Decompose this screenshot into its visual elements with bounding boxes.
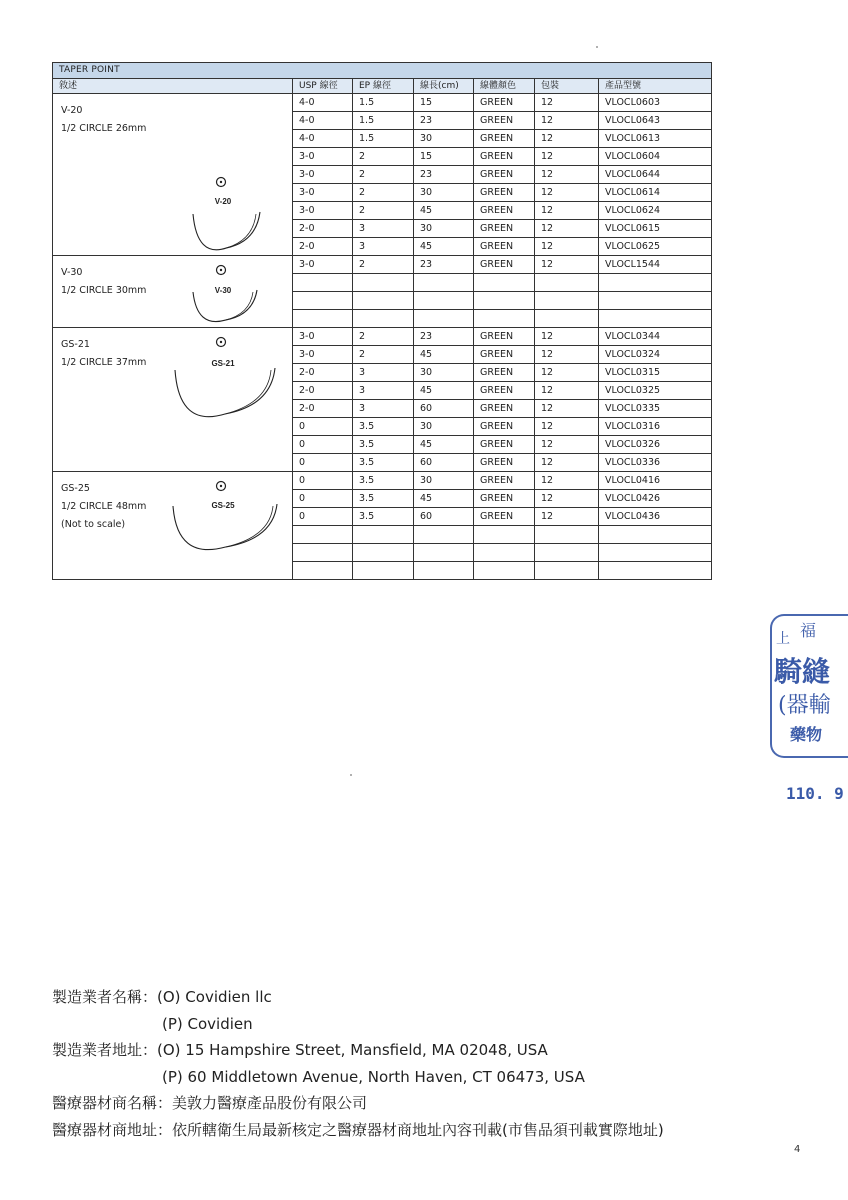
empty-cell	[474, 544, 535, 562]
table-row	[53, 256, 712, 274]
needle-name: V-30	[61, 267, 83, 278]
table-cell: VLOCL1544	[599, 256, 712, 274]
table-cell: 2-0	[293, 382, 353, 400]
empty-cell	[474, 562, 535, 580]
table-cell: 12	[535, 130, 599, 148]
table-cell: GREEN	[474, 328, 535, 346]
needle-name: GS-21	[61, 339, 90, 350]
manufacturer-address-p: (P) 60 Middletown Avenue, North Haven, CT 06473, USA	[162, 1067, 585, 1086]
manufacturer-name-o: (O) Covidien llc	[157, 988, 272, 1006]
manufacturer-name-row	[52, 984, 812, 1011]
page-number: 4	[794, 1144, 801, 1155]
table-cell: 2	[353, 256, 414, 274]
needle-cross-section-dot	[220, 485, 222, 487]
table-cell: 12	[535, 382, 599, 400]
table-title-row	[53, 63, 712, 79]
empty-cell	[353, 274, 414, 292]
table-cell: 45	[414, 202, 474, 220]
column-header: 包裝	[535, 79, 599, 94]
table-cell: 45	[414, 238, 474, 256]
table-cell: 3-0	[293, 328, 353, 346]
table-cell: 3.5	[353, 436, 414, 454]
empty-cell	[474, 310, 535, 328]
table-cell: 45	[414, 346, 474, 364]
table-cell: VLOCL0613	[599, 130, 712, 148]
needle-icon	[53, 94, 293, 256]
column-header: 敘述	[53, 79, 293, 94]
empty-cell	[414, 310, 474, 328]
needle-description-cell	[53, 328, 293, 472]
table-cell: GREEN	[474, 436, 535, 454]
table-row	[53, 328, 712, 346]
needle-icon	[53, 472, 293, 580]
table-cell: VLOCL0324	[599, 346, 712, 364]
table-cell: 2	[353, 202, 414, 220]
needle-description: 1/2 CIRCLE 26mm	[61, 123, 147, 134]
needle-description-cell	[53, 472, 293, 580]
table-cell: GREEN	[474, 382, 535, 400]
empty-cell	[474, 526, 535, 544]
table-cell: 3	[353, 238, 414, 256]
table-cell: VLOCL0436	[599, 508, 712, 526]
table-cell: 2	[353, 328, 414, 346]
empty-cell	[414, 526, 474, 544]
empty-cell	[599, 292, 712, 310]
table-cell: 12	[535, 472, 599, 490]
table-cell: 3	[353, 220, 414, 238]
table-cell: 3-0	[293, 202, 353, 220]
needle-description-cell	[53, 94, 293, 256]
table-cell: 12	[535, 184, 599, 202]
empty-cell	[414, 544, 474, 562]
dealer-address-row	[52, 1117, 812, 1144]
table-cell: 12	[535, 508, 599, 526]
table-cell: 4-0	[293, 94, 353, 112]
needle-cross-section-dot	[220, 181, 222, 183]
table-cell: 12	[535, 202, 599, 220]
table-cell: GREEN	[474, 94, 535, 112]
table-cell: 12	[535, 418, 599, 436]
table-cell: 0	[293, 490, 353, 508]
table-cell: 12	[535, 364, 599, 382]
dealer-name-row	[52, 1090, 812, 1117]
empty-cell	[293, 544, 353, 562]
table-cell: VLOCL0344	[599, 328, 712, 346]
stamp-text: 藥物	[790, 725, 823, 744]
table-cell: 12	[535, 400, 599, 418]
needle-icon	[53, 256, 293, 328]
table-cell: 0	[293, 436, 353, 454]
empty-cell	[293, 292, 353, 310]
table-cell: 30	[414, 220, 474, 238]
empty-cell	[414, 562, 474, 580]
table-cell: VLOCL0315	[599, 364, 712, 382]
table-cell: VLOCL0326	[599, 436, 712, 454]
table-cell: VLOCL0325	[599, 382, 712, 400]
table-cell: GREEN	[474, 256, 535, 274]
table-cell: 0	[293, 472, 353, 490]
table-title: TAPER POINT	[53, 63, 712, 79]
manufacturer-address-row	[52, 1037, 812, 1064]
table-cell: 12	[535, 490, 599, 508]
table-cell: 3-0	[293, 166, 353, 184]
stamp-text: 騎縫	[774, 655, 831, 688]
manufacturer-address-p-row	[52, 1064, 812, 1091]
table-cell: 3-0	[293, 256, 353, 274]
seal-stamp	[760, 614, 848, 764]
empty-cell	[353, 562, 414, 580]
table-cell: 0	[293, 508, 353, 526]
table-cell: 2	[353, 184, 414, 202]
table-cell: GREEN	[474, 166, 535, 184]
needle-icon-label: V-20	[214, 197, 232, 206]
needle-curve-inner-icon	[225, 506, 273, 547]
needle-description-cell	[53, 256, 293, 328]
empty-cell	[535, 526, 599, 544]
empty-cell	[599, 544, 712, 562]
table-row	[53, 472, 712, 490]
empty-cell	[353, 526, 414, 544]
table-cell: 30	[414, 130, 474, 148]
scan-speck	[350, 774, 352, 776]
table-cell: 2	[353, 166, 414, 184]
table-cell: 2-0	[293, 238, 353, 256]
table-cell: 2-0	[293, 400, 353, 418]
empty-cell	[293, 526, 353, 544]
needle-note: (Not to scale)	[61, 519, 126, 530]
table-cell: VLOCL0624	[599, 202, 712, 220]
stamp-date: 110. 9	[786, 784, 844, 803]
table-cell: 45	[414, 436, 474, 454]
column-header: 線體顏色	[474, 79, 535, 94]
table-cell: 23	[414, 166, 474, 184]
table-cell: 12	[535, 346, 599, 364]
stamp-char: 福	[800, 621, 817, 640]
table-cell: 3	[353, 364, 414, 382]
table-cell: GREEN	[474, 454, 535, 472]
table-cell: 0	[293, 418, 353, 436]
dealer-name: 美敦力醫療產品股份有限公司	[172, 1094, 368, 1112]
table-cell: 15	[414, 148, 474, 166]
empty-cell	[293, 310, 353, 328]
manufacturer-address-o: (O) 15 Hampshire Street, Mansfield, MA 02048, USA	[157, 1041, 548, 1059]
needle-cross-section-dot	[220, 341, 222, 343]
needle-curve-inner-icon	[225, 370, 271, 414]
table-cell: 30	[414, 364, 474, 382]
empty-cell	[293, 562, 353, 580]
table-cell: GREEN	[474, 490, 535, 508]
table-cell: 12	[535, 238, 599, 256]
table-cell: 12	[535, 328, 599, 346]
table-cell: VLOCL0336	[599, 454, 712, 472]
empty-cell	[535, 274, 599, 292]
needle-icon-label: GS-21	[211, 359, 235, 368]
table-cell: VLOCL0316	[599, 418, 712, 436]
empty-cell	[353, 310, 414, 328]
table-cell: GREEN	[474, 220, 535, 238]
table-cell: 3-0	[293, 346, 353, 364]
needle-description: 1/2 CIRCLE 30mm	[61, 285, 147, 296]
table-header-row	[53, 79, 712, 94]
scan-speck	[596, 46, 598, 48]
empty-cell	[535, 562, 599, 580]
empty-cell	[599, 526, 712, 544]
table-cell: 30	[414, 184, 474, 202]
table-cell: GREEN	[474, 202, 535, 220]
stamp-text: (器輸	[778, 693, 831, 718]
column-header: 產品型號	[599, 79, 712, 94]
empty-cell	[293, 274, 353, 292]
table-cell: VLOCL0644	[599, 166, 712, 184]
table-cell: 45	[414, 382, 474, 400]
table-row	[53, 94, 712, 112]
table-cell: 3.5	[353, 454, 414, 472]
empty-cell	[474, 274, 535, 292]
table-cell: 0	[293, 454, 353, 472]
table-cell: 45	[414, 490, 474, 508]
table-cell: 3-0	[293, 184, 353, 202]
needle-icon-label: V-30	[214, 286, 232, 295]
empty-cell	[414, 292, 474, 310]
needle-curve-icon	[173, 504, 277, 550]
table-cell: GREEN	[474, 112, 535, 130]
table-cell: 3	[353, 400, 414, 418]
table-cell: 2	[353, 346, 414, 364]
table-cell: 30	[414, 418, 474, 436]
empty-cell	[535, 292, 599, 310]
taper-point-spec-table	[52, 62, 712, 580]
table-cell: 60	[414, 508, 474, 526]
table-cell: VLOCL0426	[599, 490, 712, 508]
table-cell: 2	[353, 148, 414, 166]
table-cell: 12	[535, 112, 599, 130]
table-cell: 3.5	[353, 508, 414, 526]
table-cell: GREEN	[474, 400, 535, 418]
table-cell: VLOCL0335	[599, 400, 712, 418]
table-cell: 3	[353, 382, 414, 400]
table-cell: 4-0	[293, 112, 353, 130]
needle-curve-icon	[193, 212, 260, 250]
dealer-address: 依所轄衛生局最新核定之醫療器材商地址內容刊載(市售品須刊載實際地址)	[172, 1120, 664, 1139]
table-cell: 3.5	[353, 490, 414, 508]
empty-cell	[599, 274, 712, 292]
table-cell: 1.5	[353, 94, 414, 112]
table-cell: 12	[535, 220, 599, 238]
table-cell: GREEN	[474, 472, 535, 490]
column-header: 線長(cm)	[414, 79, 474, 94]
column-header: USP 線徑	[293, 79, 353, 94]
table-body	[53, 94, 712, 580]
needle-name: GS-25	[61, 483, 90, 494]
table-cell: 12	[535, 148, 599, 166]
table-cell: 2-0	[293, 220, 353, 238]
table-cell: 1.5	[353, 112, 414, 130]
empty-cell	[353, 544, 414, 562]
needle-icon-label: GS-25	[211, 501, 235, 510]
manufacturer-name-p: (P) Covidien	[162, 1014, 253, 1033]
table-cell: 1.5	[353, 130, 414, 148]
needle-name: V-20	[61, 105, 83, 116]
table-cell: 23	[414, 328, 474, 346]
table-cell: 3-0	[293, 148, 353, 166]
table-cell: VLOCL0614	[599, 184, 712, 202]
table-cell: 2-0	[293, 364, 353, 382]
needle-description: 1/2 CIRCLE 37mm	[61, 357, 147, 368]
table-cell: 4-0	[293, 130, 353, 148]
table-cell: GREEN	[474, 130, 535, 148]
manufacturer-name-p-row	[52, 1011, 812, 1038]
table-cell: VLOCL0604	[599, 148, 712, 166]
needle-icon	[53, 328, 293, 472]
table-cell: GREEN	[474, 148, 535, 166]
table-cell: GREEN	[474, 508, 535, 526]
table-cell: VLOCL0625	[599, 238, 712, 256]
table-cell: GREEN	[474, 346, 535, 364]
table-cell: 23	[414, 112, 474, 130]
dealer-name-label: 醫療器材商名稱：	[52, 1094, 173, 1112]
table-cell: 60	[414, 454, 474, 472]
empty-cell	[535, 544, 599, 562]
table-cell: 3.5	[353, 418, 414, 436]
manufacturer-address-label: 製造業者地址：	[52, 1041, 158, 1059]
stamp-char: 上	[776, 631, 790, 647]
table-cell: VLOCL0603	[599, 94, 712, 112]
table-cell: 23	[414, 256, 474, 274]
empty-cell	[414, 274, 474, 292]
needle-description: 1/2 CIRCLE 48mm	[61, 501, 147, 512]
table-cell: 12	[535, 94, 599, 112]
table-cell: 15	[414, 94, 474, 112]
table-cell: GREEN	[474, 364, 535, 382]
empty-cell	[599, 562, 712, 580]
table-cell: VLOCL0615	[599, 220, 712, 238]
table-cell: 12	[535, 454, 599, 472]
needle-cross-section-dot	[220, 269, 222, 271]
table-cell: GREEN	[474, 418, 535, 436]
empty-cell	[353, 292, 414, 310]
column-header: EP 線徑	[353, 79, 414, 94]
table-cell: 12	[535, 166, 599, 184]
needle-curve-icon	[175, 368, 275, 417]
table-cell: 60	[414, 400, 474, 418]
table-cell: VLOCL0643	[599, 112, 712, 130]
empty-cell	[535, 310, 599, 328]
empty-cell	[474, 292, 535, 310]
table-cell: 12	[535, 436, 599, 454]
table-cell: VLOCL0416	[599, 472, 712, 490]
table-cell: 3.5	[353, 472, 414, 490]
table-cell: GREEN	[474, 238, 535, 256]
manufacturer-name-label: 製造業者名稱：	[52, 988, 158, 1006]
dealer-address-label: 醫療器材商地址：	[52, 1120, 173, 1139]
manufacturer-info	[52, 984, 812, 1143]
table-cell: 30	[414, 472, 474, 490]
empty-cell	[599, 310, 712, 328]
table-cell: 12	[535, 256, 599, 274]
table-cell: GREEN	[474, 184, 535, 202]
